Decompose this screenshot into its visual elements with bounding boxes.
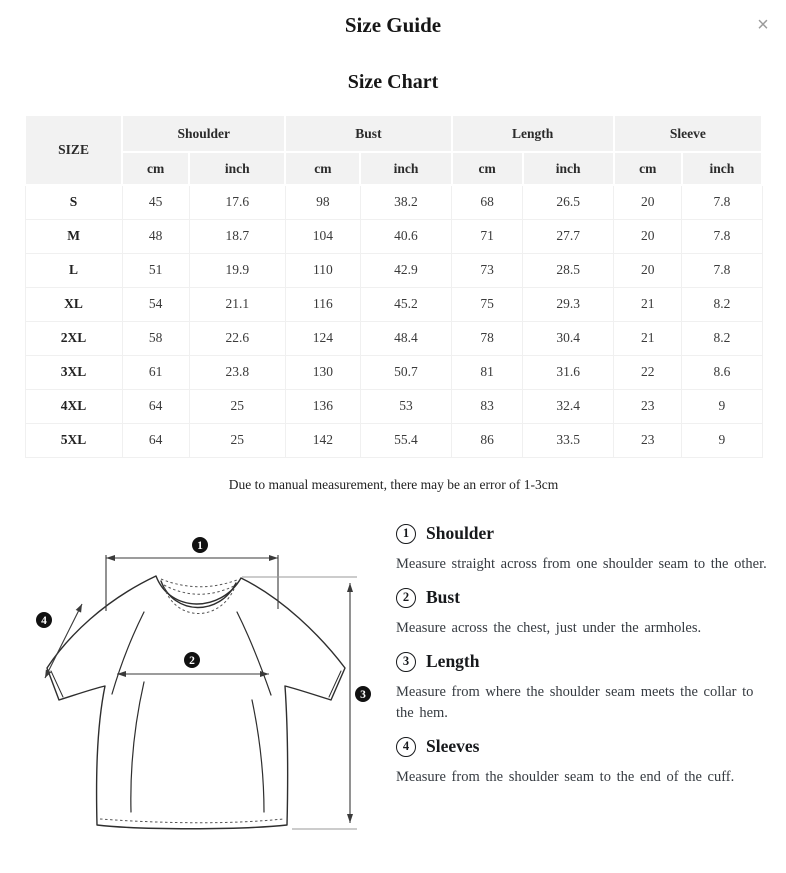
arrowhead [347,583,353,592]
value-cell: 30.4 [523,321,614,355]
value-cell: 142 [285,423,360,457]
tshirt-outline [47,576,345,829]
value-cell: 64 [122,389,189,423]
size-cell: 2XL [25,321,122,355]
measurement-note: Due to manual measurement, there may be an error of 1-3cm [228,477,559,492]
size-cell: L [25,253,122,287]
value-cell: 9 [682,389,762,423]
value-cell: 22.6 [189,321,285,355]
table-row [25,389,762,423]
table-row [25,355,762,389]
arrowhead [106,555,115,561]
size-cell: 5XL [25,423,122,457]
value-cell: 98 [285,185,360,219]
value-cell: 20 [614,253,682,287]
value-cell: 20 [614,185,682,219]
table-row [25,219,762,253]
value-cell: 116 [285,287,360,321]
value-cell: 20 [614,219,682,253]
value-cell: 78 [452,321,523,355]
size-cell: 3XL [25,355,122,389]
circled-number-icon: 1 [396,524,416,544]
value-cell: 48 [122,219,189,253]
marker-1-label: 1 [197,540,203,552]
unit-header-cm: cm [614,152,682,185]
col-header-bust: Bust [285,115,451,152]
instruction-block-length [396,651,774,724]
value-cell: 8.6 [682,355,762,389]
col-header-length: Length [452,115,614,152]
instruction-title [396,736,774,757]
table-row [25,185,762,219]
value-cell: 53 [360,389,451,423]
value-cell: 83 [452,389,523,423]
value-cell: 29.3 [523,287,614,321]
page-title: Size Guide [344,13,442,37]
value-cell: 28.5 [523,253,614,287]
value-cell: 55.4 [360,423,451,457]
value-cell: 81 [452,355,523,389]
value-cell: 58 [122,321,189,355]
body-crease-right [252,700,264,812]
value-cell: 22 [614,355,682,389]
value-cell: 31.6 [523,355,614,389]
value-cell: 54 [122,287,189,321]
value-cell: 42.9 [360,253,451,287]
arrowhead [347,814,353,823]
col-header-sleeve: Sleeve [614,115,762,152]
unit-header-inch: inch [682,152,762,185]
value-cell: 110 [285,253,360,287]
value-cell: 86 [452,423,523,457]
instruction-description: Measure from the shoulder seam to the end of the cuff. [396,769,735,786]
value-cell: 26.5 [523,185,614,219]
measurement-instructions [396,523,774,800]
value-cell: 23 [614,389,682,423]
instruction-description: Measure across the chest, just under the armholes. [396,620,702,637]
collar-back-stitch-1 [161,579,237,587]
instruction-block-sleeves [396,736,774,788]
table-row [25,423,762,457]
value-cell: 25 [189,389,285,423]
value-cell: 8.2 [682,321,762,355]
instruction-description: Measure from where the shoulder seam meets the collar to the hem. [396,684,754,722]
collar-back-stitch-2 [164,585,234,594]
arrowhead [269,555,278,561]
value-cell: 48.4 [360,321,451,355]
unit-header-inch: inch [360,152,451,185]
value-cell: 8.2 [682,287,762,321]
value-cell: 68 [452,185,523,219]
value-cell: 21 [614,321,682,355]
close-icon: × [757,14,769,36]
size-cell: S [25,185,122,219]
value-cell: 64 [122,423,189,457]
unit-header-inch: inch [189,152,285,185]
value-cell: 130 [285,355,360,389]
unit-header-cm: cm [285,152,360,185]
size-cell: M [25,219,122,253]
value-cell: 7.8 [682,219,762,253]
value-cell: 33.5 [523,423,614,457]
value-cell: 19.9 [189,253,285,287]
arrowhead [117,671,126,677]
value-cell: 73 [452,253,523,287]
size-cell: XL [25,287,122,321]
instruction-label: Length [426,651,480,672]
armhole-seam-left [112,612,144,694]
col-header-shoulder: Shoulder [122,115,285,152]
marker-4-label: 4 [41,615,47,627]
instruction-title [396,651,774,672]
value-cell: 38.2 [360,185,451,219]
tshirt-diagram [20,510,390,870]
value-cell: 71 [452,219,523,253]
table-header-groups [25,115,762,152]
value-cell: 7.8 [682,185,762,219]
value-cell: 25 [189,423,285,457]
unit-header-inch: inch [523,152,614,185]
circled-number-icon: 2 [396,588,416,608]
size-cell: 4XL [25,389,122,423]
size-chart-table [24,114,763,458]
col-header-size: SIZE [25,115,122,185]
value-cell: 104 [285,219,360,253]
arrowhead [76,604,82,613]
marker-3-label: 3 [360,689,366,701]
value-cell: 50.7 [360,355,451,389]
value-cell: 17.6 [189,185,285,219]
table-header-units [25,152,762,185]
table-row [25,321,762,355]
instruction-block-bust [396,587,774,639]
table-row [25,287,762,321]
table-row [25,253,762,287]
value-cell: 51 [122,253,189,287]
value-cell: 21 [614,287,682,321]
value-cell: 27.7 [523,219,614,253]
cuff-stitch-right [329,671,341,697]
value-cell: 18.7 [189,219,285,253]
armhole-seam-right [237,612,271,695]
value-cell: 23.8 [189,355,285,389]
body-crease-left [131,682,144,812]
value-cell: 23 [614,423,682,457]
marker-2-label: 2 [189,655,195,667]
unit-header-cm: cm [122,152,189,185]
value-cell: 9 [682,423,762,457]
sleeve-measure-line [45,604,82,678]
value-cell: 32.4 [523,389,614,423]
instruction-label: Shoulder [426,523,495,543]
size-chart-title: Size Chart [347,71,439,93]
instruction-title [396,587,774,608]
instruction-label: Sleeves [426,736,480,757]
value-cell: 124 [285,321,360,355]
instruction-block-shoulder [396,523,774,575]
circled-number-icon: 3 [396,652,416,672]
value-cell: 45 [122,185,189,219]
instruction-label: Bust [426,587,461,608]
unit-header-cm: cm [452,152,523,185]
hem-stitch [100,819,283,823]
value-cell: 75 [452,287,523,321]
value-cell: 7.8 [682,253,762,287]
value-cell: 40.6 [360,219,451,253]
value-cell: 21.1 [189,287,285,321]
value-cell: 61 [122,355,189,389]
value-cell: 136 [285,389,360,423]
circled-number-icon: 4 [396,737,416,757]
value-cell: 45.2 [360,287,451,321]
instruction-description: Measure straight across from one shoulder seam to the other. [396,556,767,572]
instruction-title [396,523,774,544]
